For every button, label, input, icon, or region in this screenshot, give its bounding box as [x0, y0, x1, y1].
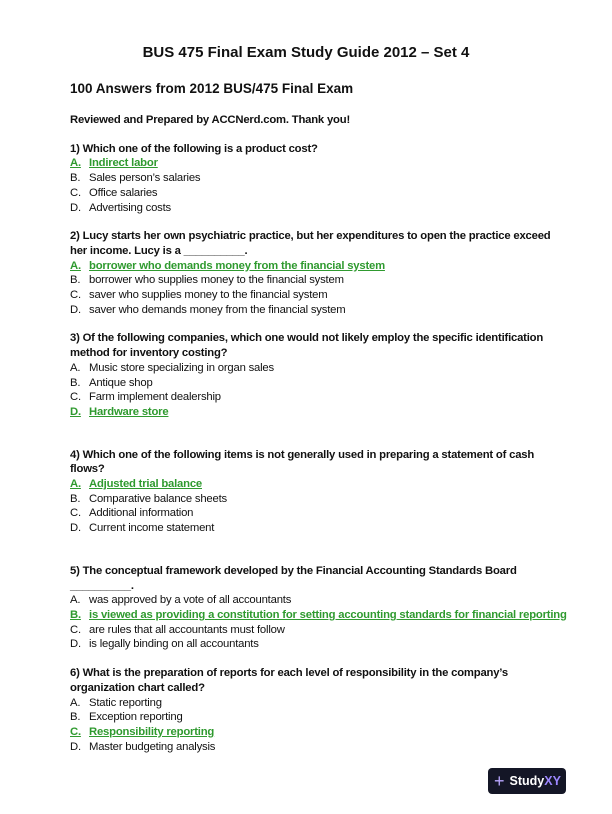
subtitle: 100 Answers from 2012 BUS/475 Final Exam — [70, 81, 354, 96]
correct-answer-option — [70, 405, 570, 420]
option-text: Antique shop — [89, 376, 153, 389]
answer-option — [70, 506, 570, 521]
question-text: 4) Which one of the following items is not generally used in preparing a statement of cash flows? — [70, 448, 535, 476]
option-letter: C. — [70, 725, 81, 738]
option-letter: B. — [70, 608, 81, 621]
option-letter: B. — [70, 376, 81, 389]
option-letter: C. — [70, 623, 81, 636]
option-letter: A. — [70, 361, 81, 374]
correct-answer-option — [70, 259, 570, 274]
answer-option — [70, 521, 570, 536]
correct-answer-option — [70, 608, 570, 623]
option-letter: B. — [70, 274, 81, 287]
option-text: Master budgeting analysis — [89, 740, 216, 753]
option-letter: C. — [70, 391, 81, 404]
option-text: Comparative balance sheets — [89, 492, 227, 505]
option-text: borrower who supplies money to the financial system — [89, 274, 344, 287]
option-letter: D. — [70, 405, 81, 418]
option-text: Adjusted trial balance — [89, 478, 202, 491]
option-text: Hardware store — [89, 405, 169, 418]
option-text: Responsibility reporting — [89, 725, 215, 738]
option-text: saver who demands money from the financial system — [89, 303, 346, 316]
option-letter: D. — [70, 201, 81, 214]
option-text: Indirect labor — [89, 157, 158, 170]
option-text: Additional information — [89, 507, 194, 520]
question-text: 3) Of the following companies, which one would not likely employ the specific identification method for inventory costing? — [70, 332, 544, 360]
option-letter: B. — [70, 172, 81, 185]
answer-option — [70, 492, 570, 507]
option-letter: A. — [70, 594, 81, 607]
option-text: saver who supplies money to the financial system — [89, 289, 328, 302]
studyxy-badge[interactable] — [488, 768, 566, 794]
question-block — [70, 448, 572, 536]
option-letter: D. — [70, 740, 81, 753]
option-letter: D. — [70, 522, 81, 535]
question-text: 1) Which one of the following is a product cost? — [70, 142, 318, 155]
question-text: 5) The conceptual framework developed by the Financial Accounting Standards Board __________. — [70, 564, 517, 592]
answer-option — [70, 186, 570, 201]
option-letter: D. — [70, 638, 81, 651]
option-letter: A. — [70, 259, 81, 272]
question-text: 2) Lucy starts her own psychiatric practice, but her expenditures to open the practice exceed her income. Lucy is a __________. — [70, 230, 551, 257]
option-text: Advertising costs — [89, 201, 171, 214]
option-text: Sales person’s salaries — [89, 172, 201, 185]
option-letter: C. — [70, 507, 81, 520]
option-text: Office salaries — [89, 186, 158, 199]
correct-answer-option — [70, 477, 570, 492]
answer-option — [70, 361, 570, 376]
option-text: are rules that all accountants must follow — [89, 623, 285, 636]
question-list — [70, 142, 572, 755]
question-block — [70, 229, 572, 317]
answer-option — [70, 593, 570, 608]
option-letter: C. — [70, 186, 81, 199]
plus-icon: + — [494, 770, 505, 791]
option-text: Static reporting — [89, 696, 162, 709]
answer-option — [70, 288, 570, 303]
option-letter: B. — [70, 492, 81, 505]
option-text: Music store specializing in organ sales — [89, 361, 274, 374]
option-text: Current income statement — [89, 522, 215, 535]
question-block — [70, 331, 572, 419]
answer-option — [70, 303, 570, 318]
option-letter: D. — [70, 303, 81, 316]
option-letter: B. — [70, 711, 81, 724]
question-block — [70, 666, 572, 754]
brand-accent: XY — [544, 774, 561, 789]
answer-option — [70, 696, 570, 711]
option-text: is viewed as providing a constitution for setting accounting standards for financial reporting — [89, 608, 567, 621]
answer-option — [70, 740, 570, 755]
correct-answer-option — [70, 156, 570, 171]
option-letter: C. — [70, 289, 81, 302]
option-text: borrower who demands money from the financial system — [89, 259, 385, 272]
option-text: Exception reporting — [89, 711, 183, 724]
option-text: was approved by a vote of all accountants — [89, 594, 292, 607]
option-text: Farm implement dealership — [89, 391, 221, 404]
answer-option — [70, 376, 570, 391]
answer-option — [70, 710, 570, 725]
question-block — [70, 564, 572, 652]
answer-option — [70, 637, 570, 652]
reviewed-note: Reviewed and Prepared by ACCNerd.com. Thank you! — [70, 114, 351, 126]
correct-answer-option — [70, 725, 570, 740]
answer-option — [70, 390, 570, 405]
option-letter: A. — [70, 478, 81, 491]
answer-option — [70, 201, 570, 216]
option-text: is legally binding on all accountants — [89, 638, 259, 651]
question-text: 6) What is the preparation of reports for each level of responsibility in the company’s organization chart called? — [70, 667, 508, 694]
answer-option — [70, 273, 570, 288]
page-title: BUS 475 Final Exam Study Guide 2012 – Set 4 — [142, 44, 470, 61]
brand-main: Study — [509, 774, 545, 789]
option-letter: A. — [70, 696, 81, 709]
question-block — [70, 142, 572, 216]
answer-option — [70, 623, 570, 638]
answer-option — [70, 171, 570, 186]
option-letter: A. — [70, 157, 81, 170]
